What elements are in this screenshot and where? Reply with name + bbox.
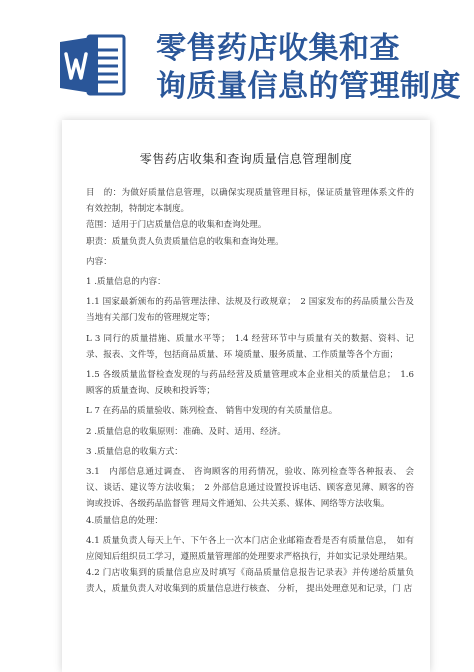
paragraph-3-1: 3.1 内部信息通过调查、 咨询顾客的用药情况，验收、陈列检查等各种报表、 会议、谈话、建议等方法收集； 2 外部信息通过设置投诉电话、顾客意见薄、顾客的咨询或投诉、各级药品监督管 理局文件通知、公共关系、媒体、网络等方法收集。	[86, 467, 414, 510]
word-document-icon	[58, 32, 128, 98]
paragraph-1-5: 1.5 各级质量监督检查发现的与药品经营及质量管理或本企业相关的质量信息； 1.6 顾客的质量查询、反映和投诉等；	[86, 370, 414, 397]
paragraph-content-heading: 内容：	[86, 256, 112, 267]
banner-title-line-1: 零售药店收集和查	[156, 31, 400, 66]
document-title: 零售药店收集和查询质量信息管理制度	[139, 152, 353, 166]
document-body	[86, 185, 414, 598]
paragraph-section-4: 4.质量信息的处理：	[86, 515, 163, 526]
paragraph-1-3: L 3 同行的质量措施、质量水平等； 1.4 经营环节中与质量有关的数据、资料、记录、报表、文件等，包括商品质量、环 境质量、服务质量、工作质量等各个方面；	[86, 333, 414, 360]
paragraph-section-2: 2 .质量信息的收集原则：准确、及时、适用、经济。	[86, 426, 286, 437]
banner-title	[156, 30, 474, 106]
paragraph-section-3: 3 .质量信息的收集方式：	[86, 446, 183, 457]
paragraph-1-7: L 7 在药品的质量验收、陈列检查、 销售中发现的有关质量信息。	[86, 406, 338, 417]
paragraph-section-1: 1 .质量信息的内容：	[86, 277, 166, 288]
paragraph-4-2: 4.2 门店收集到的质量信息应及时填写《商品质量信息报告记录表》并传递给质量负 责人，质量负责人对收集到的质量信息进行核查、 分析， 提出处理意见和记录，门 店	[86, 568, 414, 595]
paragraph-scope: 范围：适用于门店质量信息的收集和查询处理。	[86, 220, 267, 231]
paragraph-purpose: 目 的：为做好质量信息管理，以确保实现质量管理目标，保证质量管理体系文件的 有效控制，特制定本制度。	[86, 188, 414, 215]
paragraph-1-1: 1.1 国家最新颁布的药品管理法律、法规及行政规章； 2 国家发布的药品质量公告及当地有关部门发布的管理规定等；	[86, 297, 414, 324]
paragraph-4-1: 4.1 质量负责人每天上午、下午各上一次本门店企业邮箱查看是否有质量信息， 如有应阅知后组织员工学习，遵照质量管理部的处理要求严格执行，并如实记录处理结果。	[86, 535, 414, 563]
banner-header	[0, 0, 474, 118]
banner-title-line-2: 询质量信息的管理制度	[156, 69, 461, 104]
paragraph-responsibility: 职责：质量负责人负责质量信息的收集和查询处理。	[86, 236, 284, 247]
document-page	[62, 120, 430, 672]
